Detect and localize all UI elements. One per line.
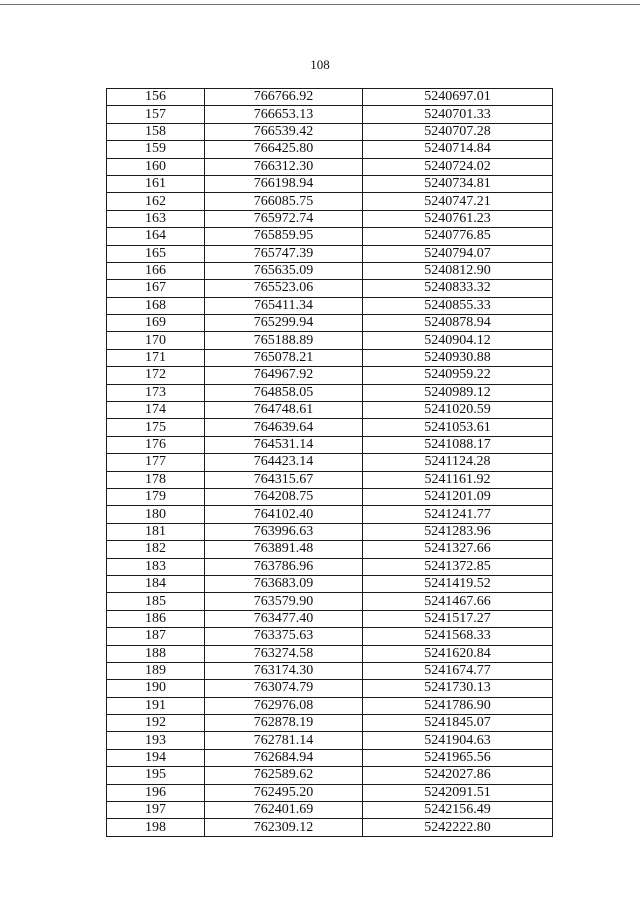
point-number-cell: 182	[107, 541, 205, 558]
x-coordinate-cell: 764208.75	[205, 488, 363, 505]
x-coordinate-cell: 762309.12	[205, 819, 363, 836]
x-coordinate-cell: 762495.20	[205, 784, 363, 801]
y-coordinate-cell: 5241088.17	[363, 436, 553, 453]
table-row	[107, 523, 553, 540]
table-row	[107, 732, 553, 749]
point-number-cell: 170	[107, 332, 205, 349]
point-number-cell: 190	[107, 680, 205, 697]
table-row	[107, 402, 553, 419]
point-number-cell: 198	[107, 819, 205, 836]
table-row	[107, 697, 553, 714]
table-row	[107, 593, 553, 610]
table-row	[107, 802, 553, 819]
point-number-cell: 171	[107, 349, 205, 366]
y-coordinate-cell: 5241124.28	[363, 454, 553, 471]
x-coordinate-cell: 762684.94	[205, 749, 363, 766]
table-row	[107, 419, 553, 436]
y-coordinate-cell: 5241517.27	[363, 610, 553, 627]
table-row	[107, 454, 553, 471]
point-number-cell: 172	[107, 367, 205, 384]
table-row	[107, 158, 553, 175]
x-coordinate-cell: 763174.30	[205, 662, 363, 679]
x-coordinate-cell: 766085.75	[205, 193, 363, 210]
point-number-cell: 191	[107, 697, 205, 714]
y-coordinate-cell: 5241419.52	[363, 575, 553, 592]
table-row	[107, 506, 553, 523]
x-coordinate-cell: 765299.94	[205, 315, 363, 332]
table-row	[107, 332, 553, 349]
table-row	[107, 767, 553, 784]
point-number-cell: 164	[107, 228, 205, 245]
y-coordinate-cell: 5241201.09	[363, 488, 553, 505]
y-coordinate-cell: 5241467.66	[363, 593, 553, 610]
point-number-cell: 187	[107, 628, 205, 645]
point-number-cell: 189	[107, 662, 205, 679]
x-coordinate-cell: 764967.92	[205, 367, 363, 384]
x-coordinate-cell: 764748.61	[205, 402, 363, 419]
point-number-cell: 194	[107, 749, 205, 766]
table-row	[107, 106, 553, 123]
y-coordinate-cell: 5240761.23	[363, 210, 553, 227]
x-coordinate-cell: 762401.69	[205, 802, 363, 819]
x-coordinate-cell: 764315.67	[205, 471, 363, 488]
y-coordinate-cell: 5240833.32	[363, 280, 553, 297]
point-number-cell: 175	[107, 419, 205, 436]
point-number-cell: 188	[107, 645, 205, 662]
coordinates-table	[106, 88, 553, 837]
y-coordinate-cell: 5240959.22	[363, 367, 553, 384]
y-coordinate-cell: 5240707.28	[363, 123, 553, 140]
y-coordinate-cell: 5240812.90	[363, 262, 553, 279]
table-row	[107, 193, 553, 210]
y-coordinate-cell: 5241161.92	[363, 471, 553, 488]
point-number-cell: 185	[107, 593, 205, 610]
x-coordinate-cell: 766312.30	[205, 158, 363, 175]
point-number-cell: 186	[107, 610, 205, 627]
table-row	[107, 610, 553, 627]
y-coordinate-cell: 5240697.01	[363, 89, 553, 106]
table-row	[107, 123, 553, 140]
table-row	[107, 541, 553, 558]
x-coordinate-cell: 763996.63	[205, 523, 363, 540]
table-row	[107, 680, 553, 697]
x-coordinate-cell: 764423.14	[205, 454, 363, 471]
x-coordinate-cell: 766539.42	[205, 123, 363, 140]
table-row	[107, 175, 553, 192]
point-number-cell: 168	[107, 297, 205, 314]
y-coordinate-cell: 5241845.07	[363, 715, 553, 732]
y-coordinate-cell: 5241786.90	[363, 697, 553, 714]
y-coordinate-cell: 5241020.59	[363, 402, 553, 419]
y-coordinate-cell: 5240734.81	[363, 175, 553, 192]
table-row	[107, 228, 553, 245]
point-number-cell: 162	[107, 193, 205, 210]
x-coordinate-cell: 763579.90	[205, 593, 363, 610]
point-number-cell: 169	[107, 315, 205, 332]
table-row	[107, 89, 553, 106]
x-coordinate-cell: 764639.64	[205, 419, 363, 436]
table-row	[107, 575, 553, 592]
point-number-cell: 180	[107, 506, 205, 523]
x-coordinate-cell: 763786.96	[205, 558, 363, 575]
point-number-cell: 156	[107, 89, 205, 106]
x-coordinate-cell: 765188.89	[205, 332, 363, 349]
x-coordinate-cell: 764102.40	[205, 506, 363, 523]
point-number-cell: 158	[107, 123, 205, 140]
y-coordinate-cell: 5242091.51	[363, 784, 553, 801]
point-number-cell: 161	[107, 175, 205, 192]
point-number-cell: 166	[107, 262, 205, 279]
table-row	[107, 488, 553, 505]
point-number-cell: 181	[107, 523, 205, 540]
point-number-cell: 177	[107, 454, 205, 471]
table-row	[107, 315, 553, 332]
point-number-cell: 195	[107, 767, 205, 784]
x-coordinate-cell: 764858.05	[205, 384, 363, 401]
y-coordinate-cell: 5241620.84	[363, 645, 553, 662]
page-number: 108	[310, 57, 330, 72]
x-coordinate-cell: 763375.63	[205, 628, 363, 645]
table-row	[107, 384, 553, 401]
x-coordinate-cell: 766766.92	[205, 89, 363, 106]
y-coordinate-cell: 5240930.88	[363, 349, 553, 366]
y-coordinate-cell: 5240878.94	[363, 315, 553, 332]
y-coordinate-cell: 5241241.77	[363, 506, 553, 523]
point-number-cell: 176	[107, 436, 205, 453]
table-row	[107, 297, 553, 314]
table-row	[107, 245, 553, 262]
x-coordinate-cell: 765411.34	[205, 297, 363, 314]
x-coordinate-cell: 765859.95	[205, 228, 363, 245]
y-coordinate-cell: 5240747.21	[363, 193, 553, 210]
point-number-cell: 179	[107, 488, 205, 505]
x-coordinate-cell: 766198.94	[205, 175, 363, 192]
point-number-cell: 193	[107, 732, 205, 749]
x-coordinate-cell: 762878.19	[205, 715, 363, 732]
table-row	[107, 141, 553, 158]
y-coordinate-cell: 5241053.61	[363, 419, 553, 436]
point-number-cell: 159	[107, 141, 205, 158]
y-coordinate-cell: 5240989.12	[363, 384, 553, 401]
x-coordinate-cell: 765972.74	[205, 210, 363, 227]
y-coordinate-cell: 5241283.96	[363, 523, 553, 540]
y-coordinate-cell: 5241327.66	[363, 541, 553, 558]
x-coordinate-cell: 765635.09	[205, 262, 363, 279]
point-number-cell: 178	[107, 471, 205, 488]
table-row	[107, 749, 553, 766]
table-row	[107, 210, 553, 227]
y-coordinate-cell: 5241372.85	[363, 558, 553, 575]
y-coordinate-cell: 5240855.33	[363, 297, 553, 314]
point-number-cell: 184	[107, 575, 205, 592]
point-number-cell: 165	[107, 245, 205, 262]
y-coordinate-cell: 5242156.49	[363, 802, 553, 819]
x-coordinate-cell: 762781.14	[205, 732, 363, 749]
x-coordinate-cell: 762976.08	[205, 697, 363, 714]
table-row	[107, 262, 553, 279]
x-coordinate-cell: 763274.58	[205, 645, 363, 662]
page-top-rule	[0, 4, 640, 5]
y-coordinate-cell: 5240776.85	[363, 228, 553, 245]
y-coordinate-cell: 5241568.33	[363, 628, 553, 645]
y-coordinate-cell: 5241730.13	[363, 680, 553, 697]
table-row	[107, 558, 553, 575]
y-coordinate-cell: 5240904.12	[363, 332, 553, 349]
point-number-cell: 173	[107, 384, 205, 401]
x-coordinate-cell: 763477.40	[205, 610, 363, 627]
point-number-cell: 163	[107, 210, 205, 227]
table-row	[107, 280, 553, 297]
point-number-cell: 196	[107, 784, 205, 801]
x-coordinate-cell: 765078.21	[205, 349, 363, 366]
x-coordinate-cell: 765747.39	[205, 245, 363, 262]
table-row	[107, 715, 553, 732]
point-number-cell: 160	[107, 158, 205, 175]
y-coordinate-cell: 5241965.56	[363, 749, 553, 766]
y-coordinate-cell: 5240714.84	[363, 141, 553, 158]
y-coordinate-cell: 5241674.77	[363, 662, 553, 679]
table-row	[107, 819, 553, 836]
x-coordinate-cell: 766653.13	[205, 106, 363, 123]
point-number-cell: 157	[107, 106, 205, 123]
point-number-cell: 183	[107, 558, 205, 575]
table-row	[107, 349, 553, 366]
point-number-cell: 197	[107, 802, 205, 819]
y-coordinate-cell: 5240724.02	[363, 158, 553, 175]
table-row	[107, 645, 553, 662]
coordinates-table-body	[107, 89, 553, 837]
y-coordinate-cell: 5240794.07	[363, 245, 553, 262]
table-row	[107, 628, 553, 645]
point-number-cell: 167	[107, 280, 205, 297]
table-row	[107, 367, 553, 384]
y-coordinate-cell: 5242027.86	[363, 767, 553, 784]
x-coordinate-cell: 763891.48	[205, 541, 363, 558]
table-row	[107, 471, 553, 488]
x-coordinate-cell: 766425.80	[205, 141, 363, 158]
point-number-cell: 174	[107, 402, 205, 419]
table-row	[107, 784, 553, 801]
table-row	[107, 662, 553, 679]
y-coordinate-cell: 5242222.80	[363, 819, 553, 836]
x-coordinate-cell: 763683.09	[205, 575, 363, 592]
x-coordinate-cell: 763074.79	[205, 680, 363, 697]
x-coordinate-cell: 764531.14	[205, 436, 363, 453]
x-coordinate-cell: 765523.06	[205, 280, 363, 297]
y-coordinate-cell: 5241904.63	[363, 732, 553, 749]
table-row	[107, 436, 553, 453]
y-coordinate-cell: 5240701.33	[363, 106, 553, 123]
point-number-cell: 192	[107, 715, 205, 732]
x-coordinate-cell: 762589.62	[205, 767, 363, 784]
